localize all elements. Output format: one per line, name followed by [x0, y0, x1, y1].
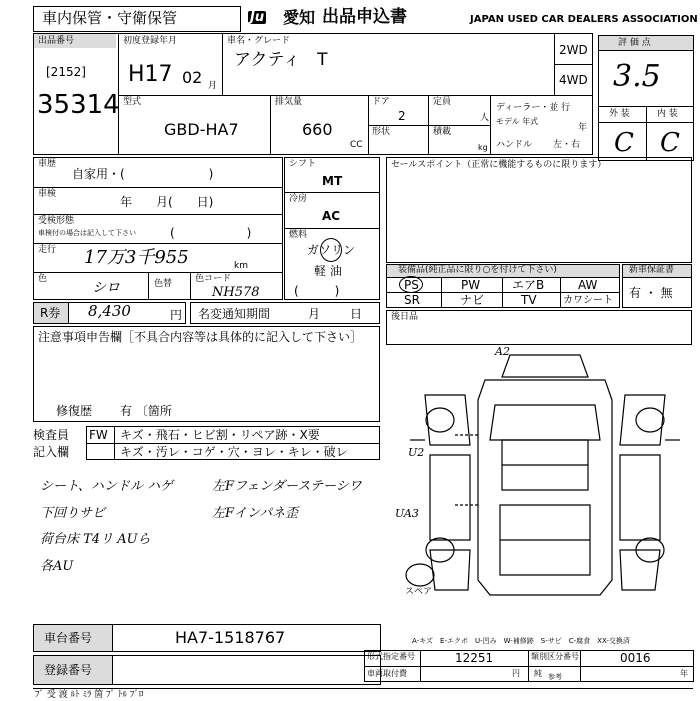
fuel-gas: ガソリン	[307, 243, 356, 257]
later-items-label: 後日品	[391, 312, 419, 322]
registration-label: 登録番号	[44, 663, 93, 677]
grade-value: 3.5	[613, 59, 661, 94]
doors-value: 2	[398, 109, 406, 123]
mileage-unit: km	[234, 261, 248, 271]
handle-label: ハンドル	[496, 140, 533, 150]
last-unit: 年	[680, 669, 688, 678]
remark-1b: 左Fフェンダーステーシワ	[212, 479, 362, 494]
displacement-label: 排気量	[275, 97, 303, 107]
damage-mark-a2: A2	[495, 345, 510, 358]
equip-sr: SR	[404, 293, 420, 307]
capacity-label: 定員	[433, 97, 452, 107]
load-unit: kg	[478, 143, 488, 152]
repair-form-value: ( )	[170, 226, 252, 240]
tax-notice-day: 日	[350, 307, 363, 321]
repair-form-sub: 車検付の場合は記入して下さい	[38, 229, 136, 237]
inspection-label: 車検	[38, 189, 57, 199]
ac-value: AC	[322, 209, 341, 223]
history-value: 自家用・( )	[72, 167, 214, 181]
inspector-row-2: キズ・汚レ・コゲ・穴・ヨレ・キレ・破レ	[120, 445, 348, 459]
inspection-value: 年 月( 日)	[120, 195, 214, 209]
handle-options: 左・右	[553, 140, 581, 150]
remark-4: 各AU	[40, 559, 74, 574]
remark-3: 荷台床 T4リ AUら	[40, 532, 151, 547]
inspector-label-1: 検査員	[33, 428, 70, 442]
lot-label: 出品番号	[38, 36, 75, 46]
color-code: NH578	[212, 285, 260, 300]
class-number-label: 類別区分番号	[531, 652, 579, 661]
color-label: 色	[38, 274, 48, 284]
fuel-label: 燃料	[289, 230, 308, 240]
remark-2b: 左Fインパネ歪	[212, 506, 299, 521]
recycle-label: R券	[40, 306, 61, 320]
shape-label: 形状	[372, 127, 391, 137]
repair-history-value: 有 〔箇所	[120, 404, 172, 418]
year-unit: 年	[578, 123, 588, 133]
color-code-label: 色コード	[195, 274, 232, 284]
recycle-value: 8,430	[88, 302, 131, 320]
shift-value: MT	[322, 174, 343, 188]
equip-tv: TV	[521, 293, 537, 307]
equip-leather: カワシート	[563, 295, 613, 306]
first-reg-label: 初度登録年月	[123, 36, 178, 46]
repair-form-label: 受検形態	[38, 216, 75, 226]
form-number-value: 12251	[455, 651, 494, 665]
model-label: 車名・グレード	[227, 36, 291, 46]
remark-1a: シート、ハンドル ハゲ	[40, 479, 173, 494]
org-name: 愛知	[283, 8, 316, 27]
lot-number: 35314	[37, 90, 120, 120]
fuel-paren: ( )	[294, 284, 340, 298]
color-value: シロ	[92, 280, 120, 296]
damage-mark-ua3: UA3	[395, 507, 419, 520]
maker-unit: 参考	[548, 673, 562, 681]
capacity-unit: 人	[480, 113, 490, 123]
car-damage-diagram	[390, 345, 695, 610]
repair-history-label: 修復歴	[56, 404, 93, 418]
notes-label: 注意事項申告欄［不具合内容等は具体的に記入して下さい］	[38, 330, 363, 344]
inspector-label-2: 記入欄	[33, 445, 70, 459]
chassis-label: 車台番号	[44, 631, 93, 645]
warranty-options: 有 ・ 無	[629, 286, 673, 300]
type-label: 型式	[123, 97, 142, 107]
doors-label: ドア	[372, 97, 390, 107]
damage-mark-u2: U2	[408, 446, 425, 459]
shift-label: シフト	[289, 159, 317, 169]
chassis-value: HA7-1518767	[175, 628, 286, 647]
bottom-strip-text: ﾌﾞ 受 渡 ﾙﾄ ﾐﾗ 箇 ﾌﾟ ﾄﾙ ﾌﾞﾛ	[35, 690, 144, 700]
equip-ps-circle	[399, 276, 423, 293]
mileage-value: 17万3千955	[84, 247, 189, 268]
type-value: GBD-HA7	[164, 120, 239, 139]
equip-navi: ナビ	[460, 293, 485, 307]
form-number-label: 形式指定番号	[367, 652, 415, 661]
fuel-gas-circle	[320, 238, 342, 262]
remark-2a: 下回りサビ	[40, 506, 106, 521]
displacement-unit: CC	[350, 140, 363, 150]
grade-exterior: C	[614, 128, 634, 158]
model-value: アクティ T	[234, 50, 328, 70]
first-reg-month-unit: 月	[208, 81, 218, 91]
equip-pw: PW	[461, 278, 481, 292]
first-reg-year: H17	[128, 62, 173, 87]
load-label: 積載	[433, 127, 452, 137]
equipment-label: 装備品(純正品に限り○を付けて下さい)	[398, 265, 557, 275]
equip-ps: PS	[404, 278, 419, 292]
form-title: 出品申込書	[322, 7, 407, 27]
inspector-fw: FW	[89, 428, 108, 442]
grade-interior-label: 内 装	[657, 109, 678, 119]
grade-label: 評 価 点	[618, 38, 651, 48]
ju-logo: Ju	[250, 10, 265, 25]
fee-label: 車両取付費	[367, 669, 407, 678]
org-english: JAPAN USED CAR DEALERS ASSOCIATION	[470, 14, 698, 25]
drive-2wd: 2WD	[559, 43, 588, 57]
drive-4wd: 4WD	[559, 73, 588, 87]
equip-aw: AW	[578, 278, 598, 292]
sales-point-box	[386, 157, 692, 263]
mileage-label: 走行	[38, 245, 57, 255]
spare-label: スペア	[405, 587, 433, 597]
dealer-import: ディーラー・並 行	[496, 103, 571, 113]
maker-label: 純	[534, 669, 542, 678]
later-items-box	[386, 310, 692, 345]
damage-legend: A-キズ E-エクボ U-凹み W-補修跡 S-サビ C-腐食 XX-交換済	[412, 637, 630, 645]
model-year-label: モデル 年式	[496, 117, 539, 126]
class-number-value: 0016	[620, 651, 651, 665]
lot-sub-number: [2152]	[46, 65, 86, 79]
tax-notice-label: 名変通知期間	[198, 307, 271, 321]
equip-airbag: エアB	[512, 278, 545, 292]
inspector-row-1: キズ・飛石・ヒビ割・リペア跡・X要	[120, 428, 320, 442]
ac-label: 冷房	[289, 194, 308, 204]
storage-label: 車内保管・守衛保管	[42, 9, 178, 27]
color-change-label: 色替	[154, 279, 173, 289]
grade-interior: C	[660, 128, 680, 158]
sales-point-label: セールスポイント（正常に機能するものに限ります）	[391, 160, 607, 170]
first-reg-month: 02	[182, 68, 203, 87]
recycle-unit: 円	[170, 308, 183, 322]
history-label: 車歴	[38, 159, 57, 169]
displacement-value: 660	[302, 120, 333, 139]
grade-exterior-label: 外 装	[609, 109, 630, 119]
fee-unit: 円	[512, 669, 520, 678]
bottom-strip	[33, 688, 693, 701]
warranty-label: 新車保証書	[629, 265, 675, 275]
fuel-diesel: 軽 油	[314, 264, 342, 278]
tax-notice-month: 月	[308, 307, 321, 321]
